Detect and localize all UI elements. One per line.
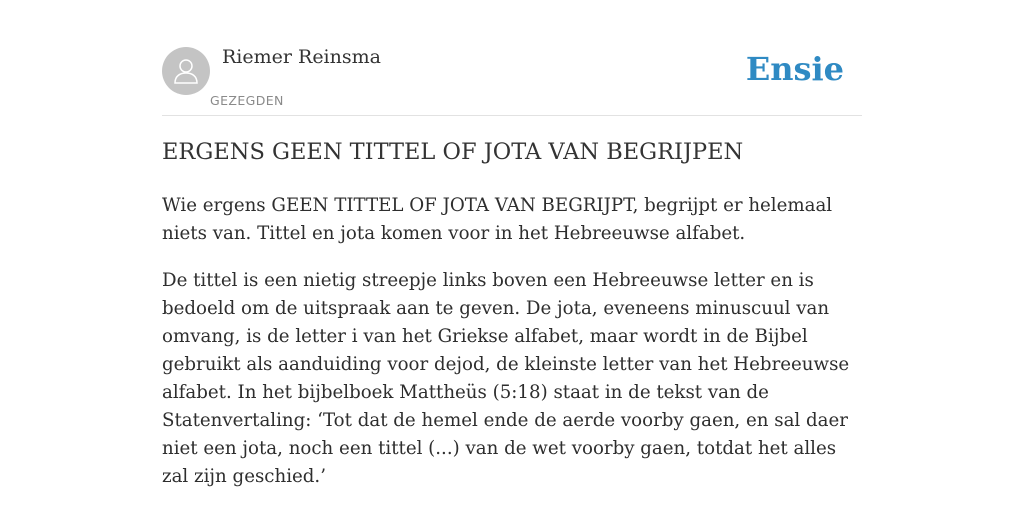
- author-name[interactable]: Riemer Reinsma: [222, 46, 381, 68]
- author-avatar[interactable]: [162, 47, 210, 95]
- brand-logo[interactable]: Ensie: [745, 50, 844, 88]
- paragraph: De tittel is een nietig streepje links boven een Hebreeuwse letter en is bedoeld om de uitspraak aan te geven. De jota, eveneens minuscuul van omvang, is de letter i van het Griekse alfabet, maar wordt in de Bijbel gebruikt als aanduiding voor dejod, de kleinste letter van het Hebreeuwse alfabet. In het bijbelboek Mattheüs (5:18) staat in de tekst van de Statenvertaling: ‘Tot dat de hemel ende de aerde voorby gaen, en sal daer niet een jota, noch een tittel (...) van de wet voorby gaen, totdat het alles zal zijn geschied.’: [162, 270, 850, 487]
- category-label[interactable]: GEZEGDEN: [210, 93, 284, 108]
- user-avatar-icon: [171, 56, 201, 86]
- definition-card: [162, 0, 862, 487]
- paragraph: Wie ergens GEEN TITTEL OF JOTA VAN BEGRIJPT, begrijpt er helemaal niets van. Tittel en jota komen voor in het Hebreeuwse alfabet.: [162, 195, 833, 244]
- entry-title: ERGENS GEEN TITTEL OF JOTA VAN BEGRIJPEN: [162, 139, 744, 165]
- card-header: [162, 0, 862, 116]
- entry-body: [162, 192, 862, 510]
